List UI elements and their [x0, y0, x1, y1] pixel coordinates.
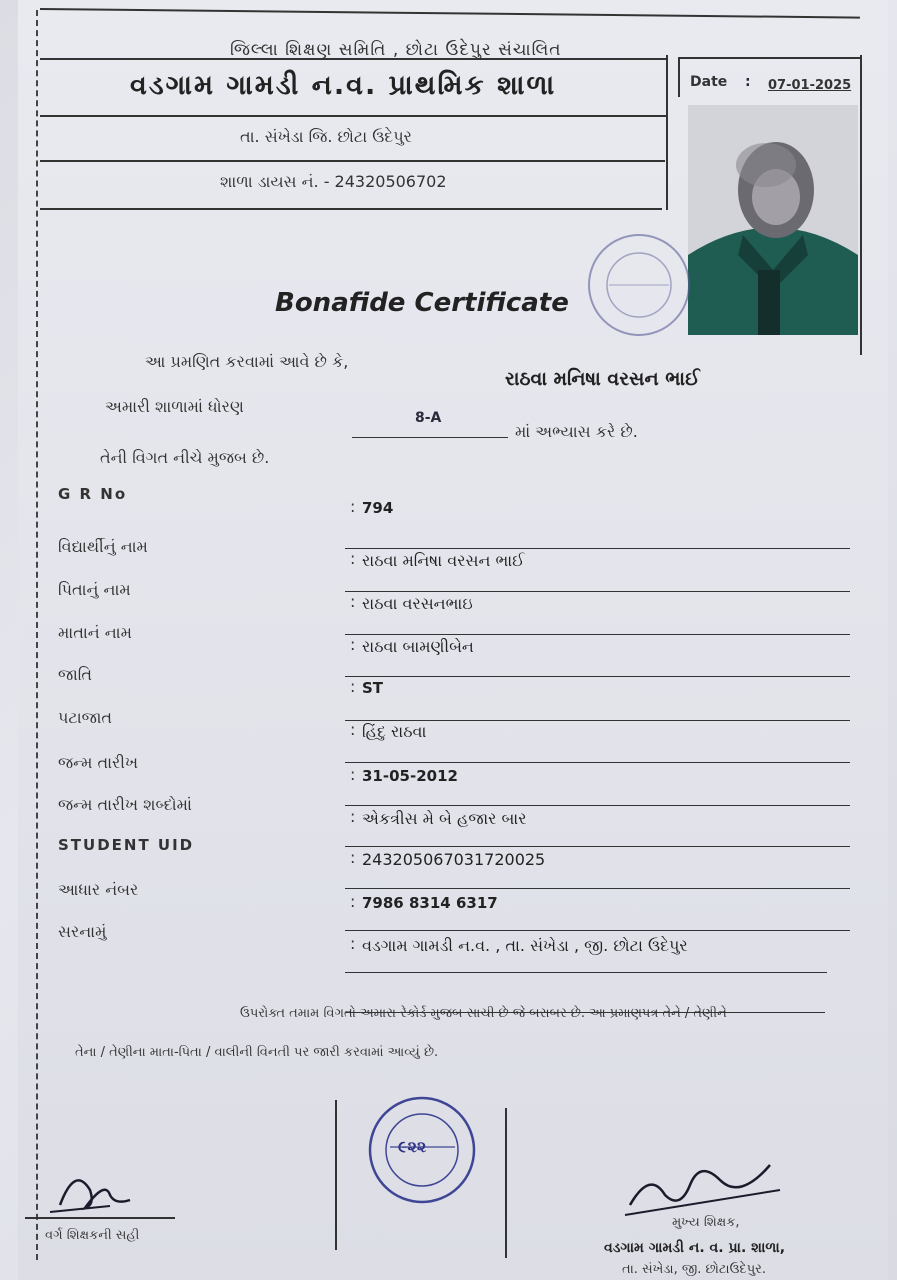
- field-colon: :: [350, 635, 356, 654]
- field-label: સરનામું: [58, 922, 107, 941]
- field-underline: [345, 676, 850, 677]
- field-colon: :: [350, 892, 356, 911]
- field-label: આધાર નંબર: [58, 880, 139, 899]
- field-underline: [345, 805, 850, 806]
- head-teacher-title: મુખ્ય શિક્ષક,: [672, 1215, 740, 1230]
- intro-line1: આ પ્રમણિત કરવામાં આવે છે કે,: [145, 352, 349, 371]
- stamp-box-rule: [335, 1100, 337, 1250]
- date-box-rule: [678, 57, 860, 59]
- certificate-title: Bonafide Certificate: [275, 288, 569, 318]
- field-underline: [345, 591, 850, 592]
- intro-line2-prefix: અમારી શાળામાં ધોરણ: [105, 397, 244, 416]
- header-rule: [666, 55, 668, 210]
- field-label: જન્મ તારીખ: [58, 753, 139, 772]
- intro-student-name: રાઠવા મનિષા વરસન ભાઈ: [505, 368, 700, 390]
- header-rule: [40, 208, 662, 210]
- signature-line: [25, 1217, 175, 1219]
- stamp-number: ૯૨૨: [398, 1137, 427, 1156]
- standard-underline: [352, 437, 508, 438]
- field-underline: [345, 930, 850, 931]
- field-colon: :: [350, 848, 356, 867]
- field-colon: :: [350, 549, 356, 568]
- date-colon: :: [745, 74, 751, 90]
- field-value: એકત્રીસ મે બે હજાર બાર: [362, 809, 527, 828]
- dise-code: શાળા ડાયસ નં. - 24320506702: [220, 172, 447, 191]
- date-box-rule: [678, 57, 680, 97]
- field-label: પટાજાત: [58, 708, 113, 727]
- field-colon: :: [350, 720, 356, 739]
- taluka-line: તા. સંખેડા જિ. છોટા ઉદેપુર: [240, 127, 412, 146]
- field-colon: :: [350, 807, 356, 826]
- district-line: જિલ્લા શિક્ષણ સમિતિ , છોટા ઉદેપુર સંચાલિત: [230, 40, 562, 60]
- field-label: જાતિ: [58, 665, 93, 684]
- field-colon: :: [350, 592, 356, 611]
- field-label: G R No: [58, 485, 128, 503]
- field-label: માતાનં નામ: [58, 623, 132, 642]
- head-teacher-school: વડગામ ગામડી ન. વ. પ્રા. શાળા,: [604, 1240, 786, 1256]
- intro-line2-suffix: માં અભ્યાસ કરે છે.: [515, 422, 638, 441]
- header-rule: [40, 160, 665, 162]
- field-label: STUDENT UID: [58, 836, 195, 854]
- field-colon: :: [350, 677, 356, 696]
- field-underline: [345, 762, 850, 763]
- date-value: 07-01-2025: [768, 78, 852, 93]
- field-colon: :: [350, 497, 356, 516]
- field-value: વડગામ ગામડી ન.વ. , તા. સંખેડા , જી. છોટા ઉદેપુર: [362, 936, 688, 955]
- date-label: Date: [690, 74, 728, 90]
- field-value: હિંદુ રાઠવા: [362, 722, 427, 741]
- footer-line1: ઉપરોક્ત તમામ વિગતો અમારા રેકોર્ડ મુજબ સાચી છે જે બરાબર છે. આ પ્રમાણપત્ર તેને / તેણીને: [240, 1006, 727, 1021]
- field-label: પિતાનું નામ: [58, 580, 131, 599]
- left-border: [36, 10, 38, 1260]
- class-teacher-signature-label: વર્ગ શિક્ષકની સહી: [45, 1228, 140, 1243]
- field-value: 243205067031720025: [362, 850, 546, 869]
- school-name: વડગામ ગામડી ન.વ. પ્રાથમિક શાળા: [130, 70, 557, 101]
- header-rule: [40, 115, 668, 117]
- field-underline: [345, 972, 827, 973]
- footer-line2: તેના / તેણીના માતા-પિતા / વાલીની વિનતી પર જારી કરવામાં આવ્યું છે.: [75, 1045, 439, 1060]
- student-photo: [688, 105, 858, 335]
- intro-standard: 8-A: [415, 410, 442, 426]
- field-value: ST: [362, 679, 384, 697]
- head-teacher-place: તા. સંખેડા, જી. છોટાઉદેપુર.: [622, 1262, 766, 1277]
- field-value: રાઠવા મનિષા વરસન ભાઈ: [362, 551, 525, 570]
- intro-line3: તેની વિગત નીચે મુજબ છે.: [100, 448, 270, 467]
- field-colon: :: [350, 934, 356, 953]
- field-underline: [345, 846, 850, 847]
- field-label: વિદ્યાર્થીનું નામ: [58, 537, 148, 556]
- field-underline: [345, 634, 850, 635]
- field-label: જન્મ તારીખ શબ્દોમાં: [58, 795, 192, 814]
- right-border: [860, 55, 862, 355]
- field-value: રાઠવા બામણીબેન: [362, 637, 474, 656]
- class-teacher-signature: [40, 1160, 170, 1220]
- field-underline: [345, 548, 850, 549]
- field-value: રાઠવા વરસનભાઇ: [362, 594, 473, 613]
- field-colon: :: [350, 765, 356, 784]
- field-value: 794: [362, 499, 394, 517]
- field-value: 31-05-2012: [362, 767, 458, 785]
- field-value: 7986 8314 6317: [362, 894, 498, 912]
- stamp-box-rule: [505, 1108, 507, 1258]
- school-seal-top: [584, 230, 694, 340]
- field-underline: [345, 888, 850, 889]
